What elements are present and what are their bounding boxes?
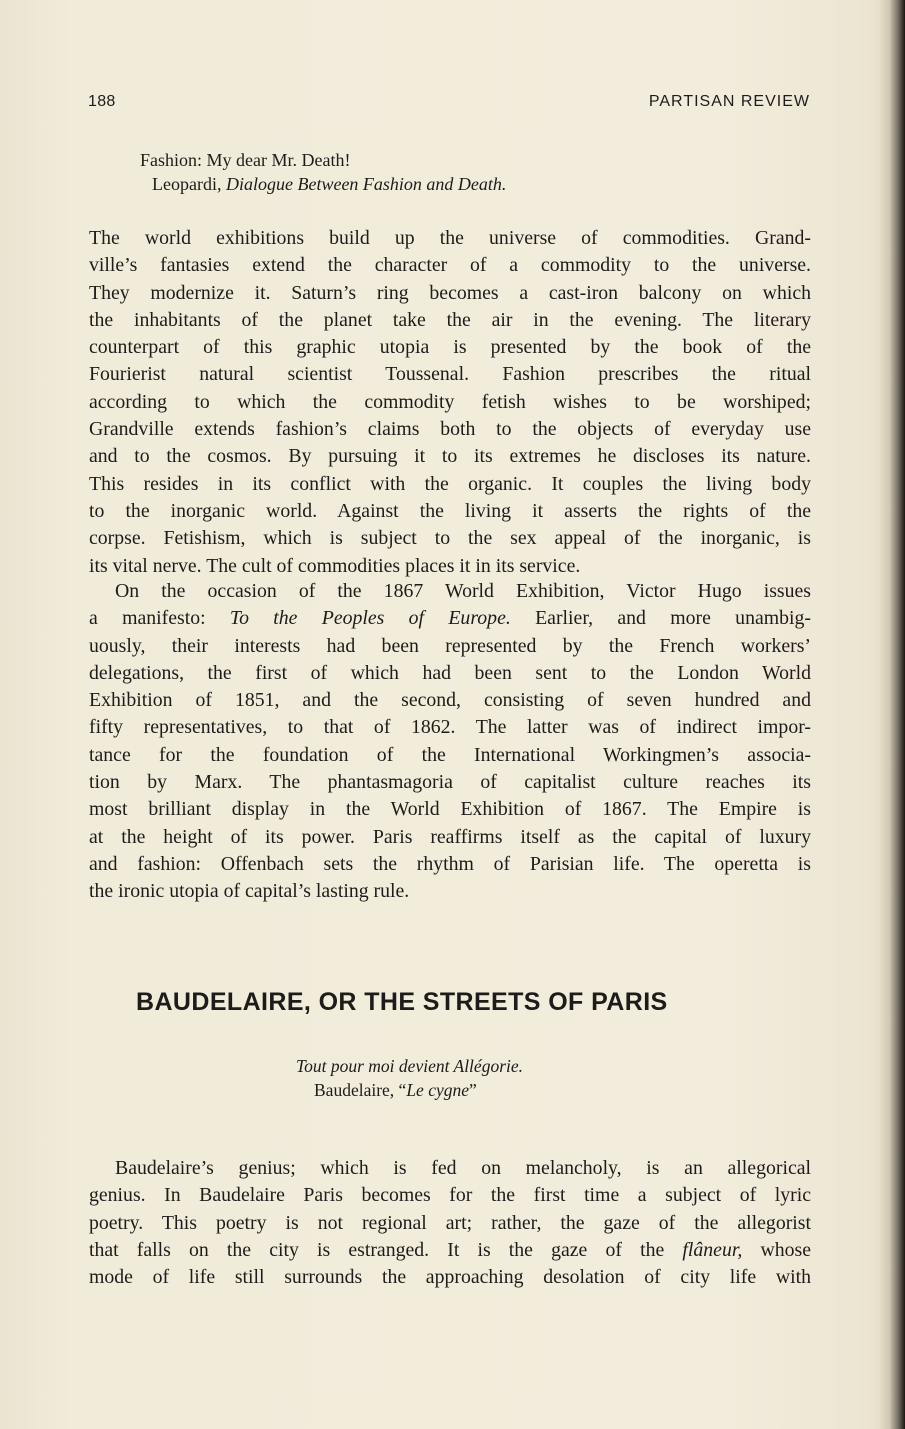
- epigraph-work-title: Le cygne: [406, 1080, 469, 1100]
- text-line: counterpart of this graphic utopia is presented by the book of the: [89, 336, 811, 359]
- text-line: corpse. Fetishism, which is subject to the sex appeal of the inorganic, is: [89, 527, 811, 550]
- text-line: Fourierist natural scientist Toussenal. Fashion prescribes the ritual: [89, 363, 811, 386]
- text-segment: Earlier, and more unambig-: [510, 607, 811, 630]
- journal-title: PARTISAN REVIEW: [648, 93, 810, 110]
- text-segment: a manifesto:: [89, 607, 230, 630]
- text-line: mode of life still surrounds the approaching desolation of city life with: [89, 1266, 811, 1289]
- page-edge-shadow: [879, 0, 905, 1429]
- text-line: tion by Marx. The phantasmagoria of capitalist culture reaches its: [89, 771, 811, 794]
- text-line: according to which the commodity fetish wishes to be worshiped;: [89, 390, 811, 413]
- epigraph-author: Baudelaire, “: [314, 1080, 407, 1100]
- text-line: fifty representatives, to that of 1862. The latter was of indirect impor-: [89, 716, 811, 739]
- epigraph-attribution: [140, 172, 506, 196]
- text-line: They modernize it. Saturn’s ring becomes a cast-iron balcony on which: [89, 281, 811, 304]
- text-line: uously, their interests had been represented by the French workers’: [89, 634, 811, 657]
- text-line: and to the cosmos. By pursuing it to its extremes he discloses its nature.: [89, 445, 811, 468]
- text-line: Baudelaire’s genius; which is fed on melancholy, is an allegorical: [115, 1157, 811, 1179]
- epigraph-quote: Fashion: My dear Mr. Death!: [140, 150, 351, 170]
- text-line: This resides in its conflict with the organic. It couples the living body: [89, 472, 811, 495]
- text-line: to the inorganic world. Against the living it asserts the rights of the: [89, 499, 811, 522]
- epigraph-fashion: [140, 148, 506, 196]
- text-line: The world exhibitions build up the universe of commodities. Grand-: [89, 227, 811, 249]
- text-line: ville’s fantasies extend the character of a commodity to the universe.: [89, 254, 811, 277]
- text-line: its vital nerve. The cult of commodities places it in its service.: [89, 554, 581, 577]
- paragraph-victor-hugo: [89, 578, 811, 906]
- manifesto-title: To the Peoples of Europe.: [229, 607, 511, 630]
- text-line: Exhibition of 1851, and the second, consisting of seven hundred and: [89, 689, 811, 712]
- text-line: the inhabitants of the planet take the air in the evening. The literary: [89, 308, 811, 331]
- epigraph-quote-text: Tout pour moi devient Allégorie.: [296, 1056, 524, 1076]
- text-line: poetry. This poetry is not regional art; rather, the gaze of the allegorist: [89, 1211, 811, 1234]
- text-line: [89, 605, 811, 632]
- epigraph-attribution: [296, 1078, 523, 1102]
- epigraph-work-title: Dialogue Between Fashion and Death.: [225, 174, 507, 194]
- text-line: at the height of its power. Paris reaffirms itself as the capital of luxury: [89, 825, 811, 848]
- text-segment: whose: [742, 1238, 811, 1261]
- section-heading: BAUDELAIRE, OR THE STREETS OF PARIS: [136, 988, 668, 1016]
- paragraph-baudelaire-genius: [89, 1155, 811, 1291]
- epigraph-quote: [296, 1054, 523, 1078]
- epigraph-baudelaire: [296, 1054, 523, 1102]
- text-line: the ironic utopia of capital’s lasting rule.: [89, 880, 410, 903]
- text-line: Grandville extends fashion’s claims both to the objects of everyday use: [89, 418, 811, 441]
- text-line: delegations, the first of which had been sent to the London World: [89, 661, 811, 684]
- text-line: On the occasion of the 1867 World Exhibition, Victor Hugo issues: [115, 580, 811, 602]
- text-line: genius. In Baudelaire Paris becomes for the first time a subject of lyric: [89, 1184, 811, 1207]
- text-segment: that falls on the city is estranged. It is the gaze of the: [89, 1238, 683, 1261]
- text-line: most brilliant display in the World Exhibition of 1867. The Empire is: [89, 798, 811, 821]
- epigraph-close-quote: ”: [469, 1080, 477, 1100]
- page-number: 188: [88, 93, 116, 110]
- flaneur-term: flâneur,: [682, 1238, 743, 1261]
- epigraph-author: Leopardi,: [152, 174, 226, 194]
- text-line: tance for the foundation of the International Workingmen’s associa-: [89, 743, 811, 766]
- paragraph-world-exhibitions: [89, 225, 811, 580]
- text-line: and fashion: Offenbach sets the rhythm of Parisian life. The operetta is: [89, 852, 811, 875]
- text-line: [89, 1237, 811, 1264]
